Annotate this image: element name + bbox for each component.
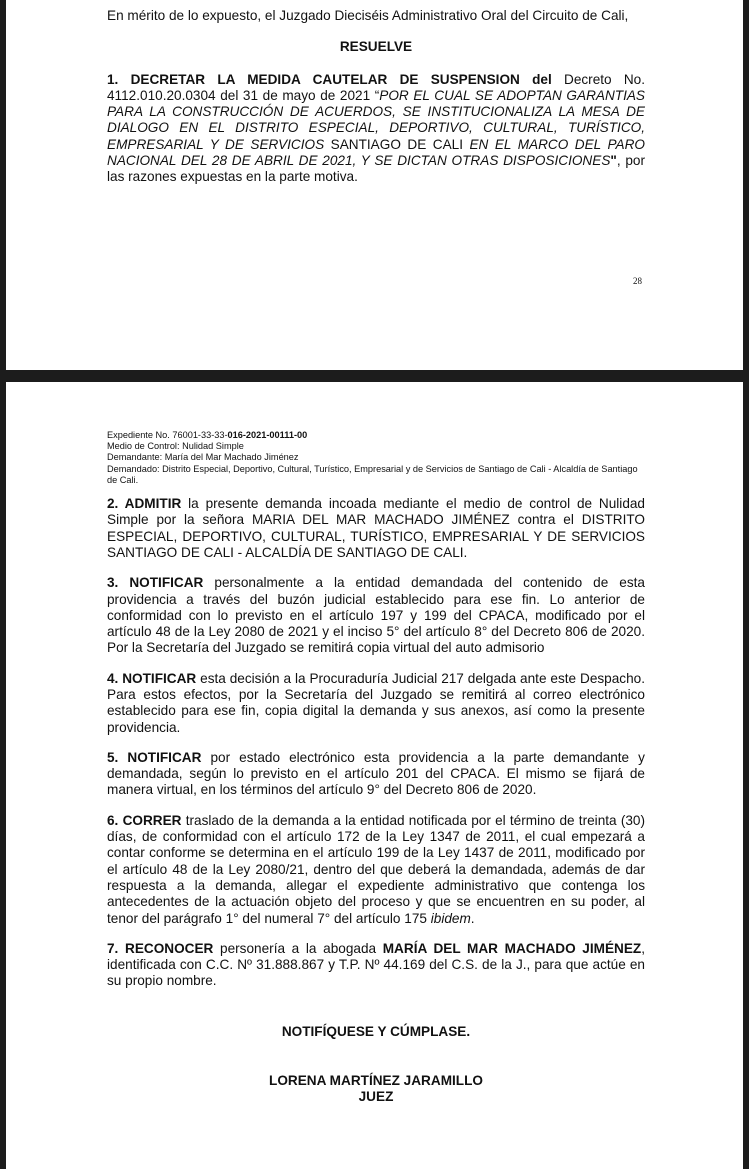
item-2-lead: 2. ADMITIR xyxy=(107,496,182,512)
resolution-item-3 xyxy=(107,575,645,656)
item-1-close-quote: " xyxy=(610,153,617,169)
item-3-lead: 3. NOTIFICAR xyxy=(107,575,204,591)
closing-formula: NOTIFÍQUESE Y CÚMPLASE. xyxy=(281,1023,471,1039)
resolution-item-6 xyxy=(107,813,645,927)
item-6-end: . xyxy=(470,910,475,926)
expediente-line xyxy=(107,430,645,441)
page-number: 28 xyxy=(633,276,642,286)
document-page-1 xyxy=(6,0,743,370)
item-1-post: , por las razones expuestas en la parte motiva. xyxy=(107,153,646,185)
document-page-2 xyxy=(6,382,743,1169)
resolution-item-7 xyxy=(107,941,645,990)
resolution-item-5 xyxy=(107,750,645,799)
item-6-lead: 6. CORRER xyxy=(107,812,182,828)
item-4-text: esta decisión a la Procuraduría Judicial 217 delgada ante este Despacho. Para estos efectos, por la Secretaría del Juzgado se remitirá al correo electrónico establecido para ese fin, copia digital la demanda y sus anexos, así como la presente providencia. xyxy=(107,670,645,735)
medio-line: Medio de Control: Nulidad Simple xyxy=(107,441,244,452)
item-3-text: personalmente a la entidad demandada del contenido de esta providencia a través del buzón judicial establecido para ese fin. Lo anterior de conformidad con lo previsto en el artículo 197 y 199 del CPACA, modificado por el artículo 48 de la Ley 2080 de 2021 y el inciso 5° del artículo 8° del Decreto 806 de 2020. Por la Secretaría del Juzgado se remitirá copia virtual del auto admisorio xyxy=(107,575,645,656)
item-1-italic-2: EN EL MARCO DEL PARO NACIONAL DEL 28 DE ABRIL DE 2021, Y SE DICTAN OTRAS DISPOSICIONES xyxy=(107,136,645,169)
resolution-item-4 xyxy=(107,671,645,736)
expediente-number: 016-2021-00111-00 xyxy=(227,430,308,440)
signer-title: JUEZ xyxy=(358,1089,394,1105)
resolution-item-1 xyxy=(107,72,645,186)
item-6-ibidem: ibidem xyxy=(430,910,471,926)
item-1-pre: Decreto No. 4112.010.20.0304 del 31 de mayo de 2021 “ xyxy=(107,71,646,103)
resolution-item-2 xyxy=(107,496,645,561)
item-1-upright: SANTIAGO DE CALI xyxy=(324,136,470,152)
item-7-text: personería a la abogada xyxy=(213,940,383,956)
demandado-line: Demandado: Distrito Especial, Deportivo, Cultural, Turístico, Empresarial y de Servicios de Santiago de Cali - Alcaldía de Santiago de Cali. xyxy=(107,463,638,485)
item-2-text: la presente demanda incoada mediante el medio de control de Nulidad Simple por la señora MARIA DEL MAR MACHADO JIMÉNEZ contra el DISTRITO ESPECIAL, DEPORTIVO, CULTURAL, TURÍSTICO, EMPRESARIAL Y DE SERVICIOS SANTIAGO DE CALI - ALCALDÍA DE SANTIAGO DE CALI. xyxy=(107,496,645,560)
item-5-lead: 5. NOTIFICAR xyxy=(107,749,202,765)
item-7-text-2: , identificada con C.C. Nº 31.888.867 y T.P. Nº 44.169 del C.S. de la J., para que actúe en su propio nombre. xyxy=(107,940,646,989)
item-6-text: traslado de la demanda a la entidad notificada por el término de treinta (30) días, de conformidad con el artículo 172 de la Ley 1347 de 2011, el cual empezará a contar conforme se determina en el artículo 199 de la Ley 1437 de 2011, modificado por el artículo 48 de la Ley 2080/21, dentro del que deberá la demandada, además de dar respuesta a la demanda, allegar el expediente administrativo que contenga los antecedentes de la actuación objeto del proceso y que se encuentren en su poder, al tenor del parágrafo 1° del numeral 7° del artículo 175 xyxy=(107,812,645,926)
demandante-line: Demandante: María del Mar Machado Jiménez xyxy=(107,452,299,463)
item-4-lead: 4. NOTIFICAR xyxy=(107,670,197,686)
expediente-label: Expediente No. 76001-33-33- xyxy=(107,430,228,440)
item-7-name: MARÍA DEL MAR MACHADO JIMÉNEZ xyxy=(382,940,642,956)
item-5-text: por estado electrónico esta providencia a la parte demandante y demandada, según lo previsto en el artículo 201 del CPACA. El mismo se fijará de manera virtual, en los términos del artículo 9° del Decreto 806 de 2020. xyxy=(107,749,645,798)
item-1-lead: 1. DECRETAR LA MEDIDA CAUTELAR DE SUSPENSION del xyxy=(107,71,552,87)
case-header xyxy=(107,430,645,486)
item-1-italic: POR EL CUAL SE ADOPTAN GARANTIAS PARA LA CONSTRUCCIÓN DE ACUERDOS, SE INSTITUCIONALIZA LA MESA DE DIALOGO EN EL DISTRITO ESPECIAL, DEPORTIVO, CULTURAL, TURÍSTICO, EMPRESARIAL Y DE SERVICIOS xyxy=(107,87,645,152)
intro-paragraph: En mérito de lo expuesto, el Juzgado Dieciséis Administrativo Oral del Circuito de Cali, xyxy=(107,8,629,23)
signer-name: LORENA MARTÍNEZ JARAMILLO xyxy=(269,1073,483,1089)
item-7-lead: 7. RECONOCER xyxy=(107,940,214,956)
resuelve-heading: RESUELVE xyxy=(339,39,413,55)
